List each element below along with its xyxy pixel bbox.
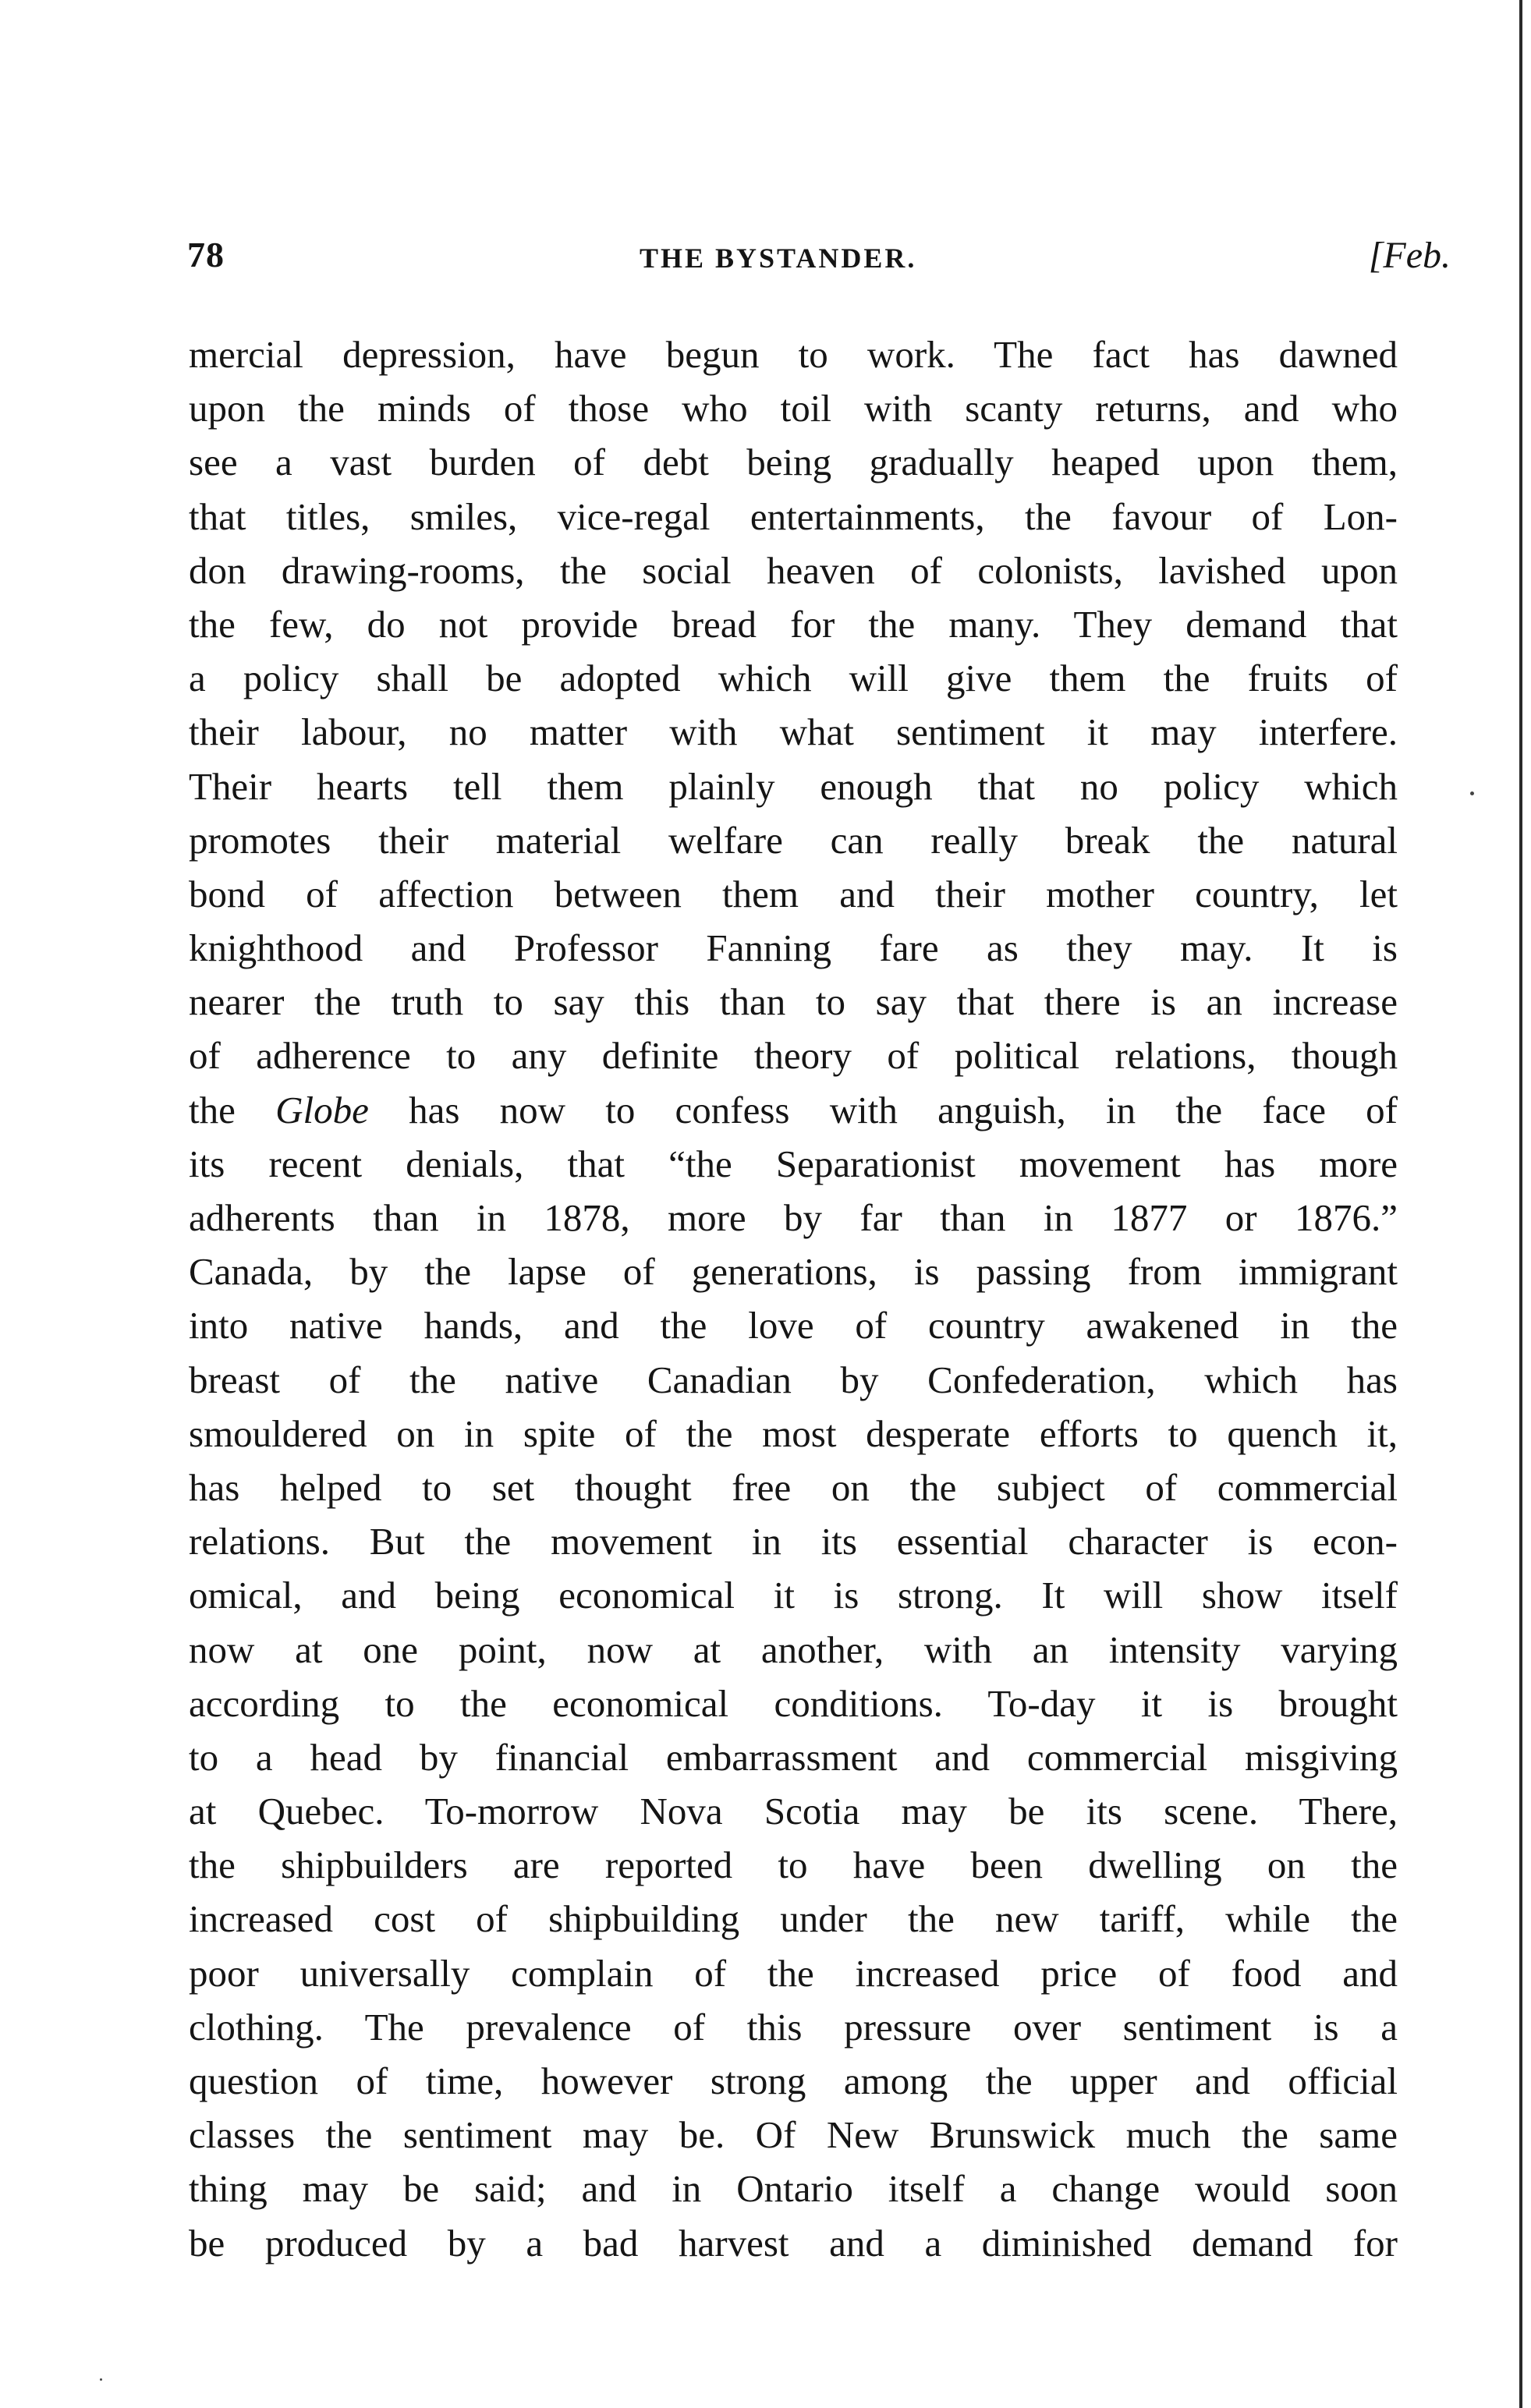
running-head — [187, 234, 1451, 296]
text-line: Canada, by the lapse of generations, is passing from immigrant — [189, 1250, 1398, 1294]
text-line: has helped to set thought free on the subject of commercial — [189, 1465, 1398, 1509]
text-line: according to the economical conditions. To-day it is brought — [189, 1681, 1398, 1725]
text-line: don drawing-rooms, the social heaven of colonists, lavished upon — [189, 548, 1398, 592]
text-line: see a vast burden of debt being gradually heaped upon them, — [189, 441, 1398, 484]
text-line: its recent denials, that “the Separationist movement has more — [189, 1142, 1398, 1185]
text-line: the few, do not provide bread for the many. They demand that — [189, 602, 1398, 646]
text-line: nearer the truth to say this than to say that there is an increase — [189, 980, 1398, 1024]
text-line: question of time, however strong among the upper and official — [189, 2059, 1398, 2102]
text-line: their labour, no matter with what sentiment it may interfere. — [189, 710, 1398, 754]
text-line: increased cost of shipbuilding under the new tariff, while the — [189, 1897, 1398, 1941]
text-line: a policy shall be adopted which will give them the fruits of — [189, 657, 1398, 700]
text-line: bond of affection between them and their mother country, let — [189, 872, 1398, 915]
text-line-globe — [189, 1083, 1398, 1137]
text-line: into native hands, and the love of country awakened in the — [189, 1304, 1398, 1347]
page-number: 78 — [187, 235, 225, 274]
text-line: knighthood and Professor Fanning fare as they may. It is — [189, 926, 1398, 970]
text-line: of adherence to any definite theory of political relations, though — [189, 1034, 1398, 1078]
text-fragment: the — [189, 1088, 276, 1131]
text-line: now at one point, now at another, with an intensity varying — [189, 1627, 1398, 1671]
page-edge-rule — [1519, 0, 1522, 2408]
scan-speck — [100, 2378, 102, 2381]
text-line: relations. But the movement in its essential character is econ- — [189, 1520, 1398, 1563]
text-line: thing may be said; and in Ontario itself a change would soon — [189, 2167, 1398, 2211]
text-fragment: has now to confess with anguish, in the face of — [368, 1088, 1398, 1131]
month-label: [Feb. — [1368, 235, 1451, 276]
text-line: poor universally complain of the increased price of food and — [189, 1951, 1398, 1995]
text-line: promotes their material welfare can really break the natural — [189, 818, 1398, 862]
text-line: upon the minds of those who toil with scanty returns, and who — [189, 387, 1398, 430]
journal-title: THE BYSTANDER. — [640, 243, 917, 274]
globe-italic: Globe — [275, 1088, 369, 1131]
text-line: breast of the native Canadian by Confederation, which has — [189, 1358, 1398, 1401]
text-line: adherents than in 1878, more by far than in 1877 or 1876.” — [189, 1196, 1398, 1239]
text-line: clothing. The prevalence of this pressure over sentiment is a — [189, 2005, 1398, 2049]
text-line: classes the sentiment may be. Of New Brunswick much the same — [189, 2113, 1398, 2157]
body-text — [189, 328, 1398, 2270]
text-line: be produced by a bad harvest and a diminished demand for — [189, 2221, 1398, 2265]
text-line: mercial depression, have begun to work. The fact has dawned — [189, 333, 1398, 376]
text-line: smouldered on in spite of the most desperate efforts to quench it, — [189, 1411, 1398, 1455]
text-line: at Quebec. To-morrow Nova Scotia may be its scene. There, — [189, 1790, 1398, 1833]
text-line: the shipbuilders are reported to have been dwelling on the — [189, 1843, 1398, 1887]
text-line: to a head by financial embarrassment and commercial misgiving — [189, 1735, 1398, 1779]
text-line: omical, and being economical it is strong. It will show itself — [189, 1574, 1398, 1617]
scan-speck — [1470, 791, 1474, 795]
text-line: that titles, smiles, vice-regal entertainments, the favour of Lon- — [189, 494, 1398, 538]
text-line: Their hearts tell them plainly enough that no policy which — [189, 764, 1398, 808]
